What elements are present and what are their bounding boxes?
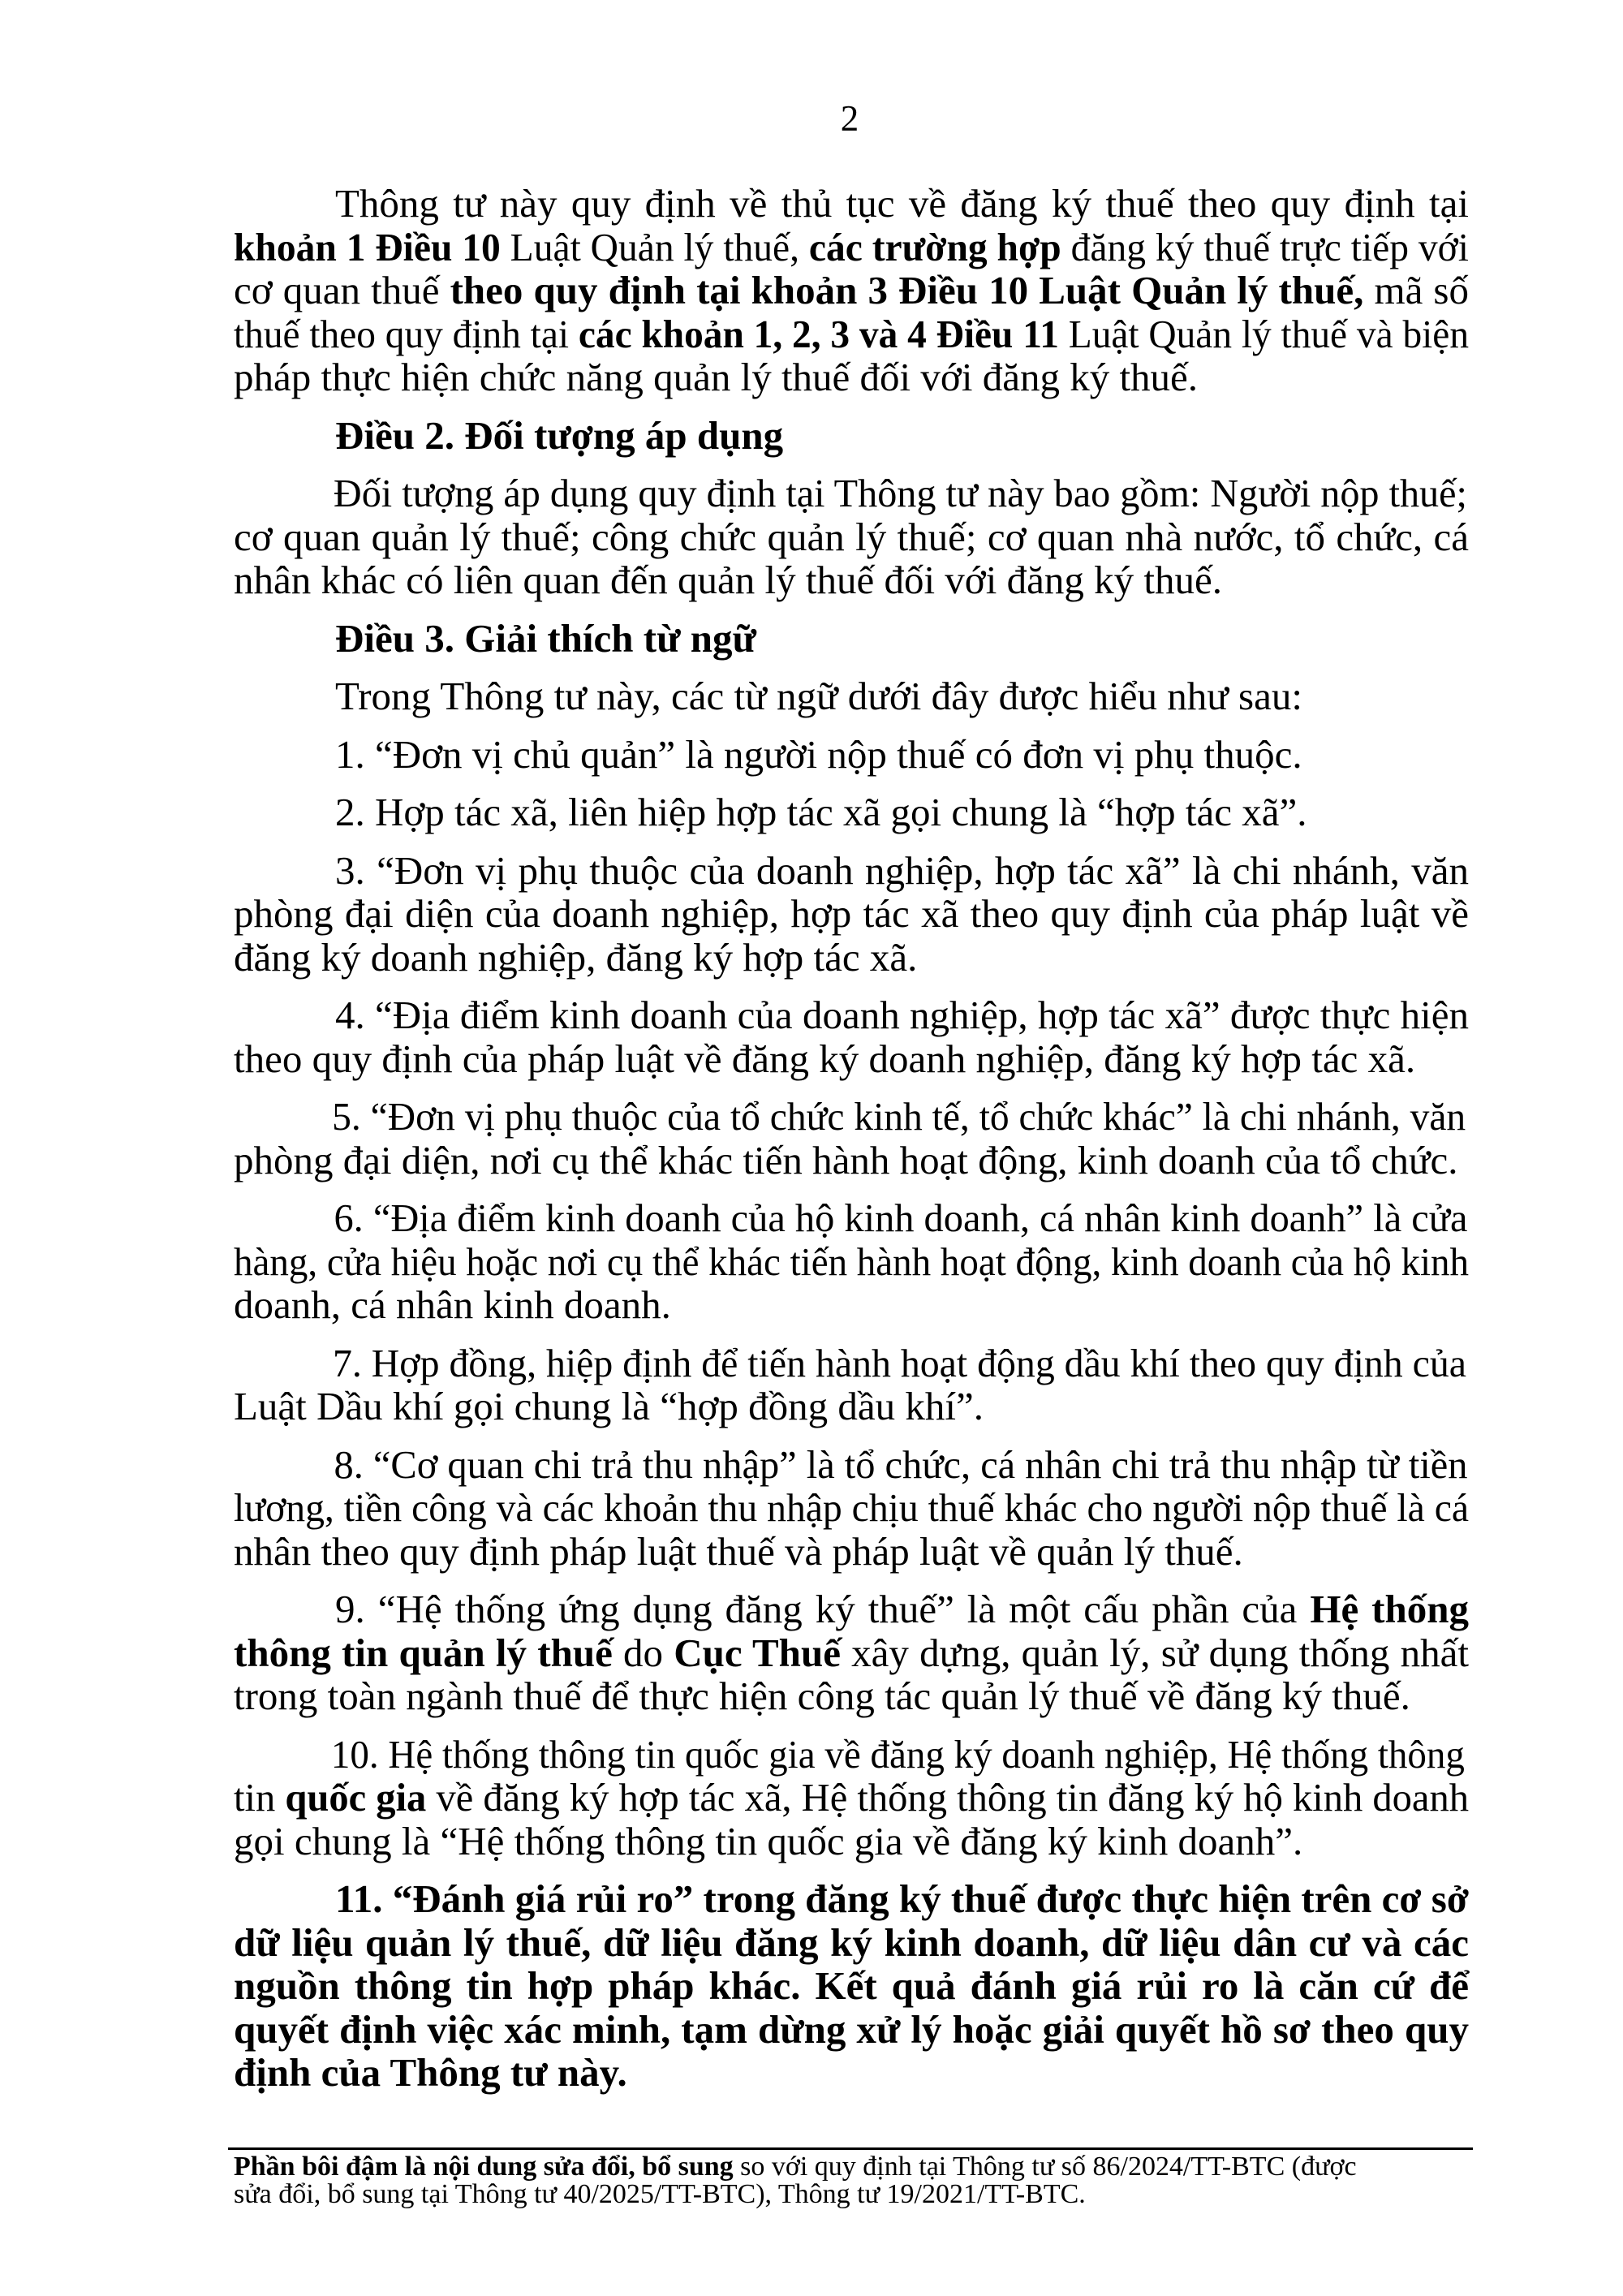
- text-line: [234, 1733, 1566, 1777]
- text-run: Thông tư này quy định về thủ tục về đăng ký thuế theo quy định tại: [335, 181, 1469, 226]
- text-line: [234, 1443, 1569, 1487]
- text-run: 4. “Địa điểm kinh doanh của doanh nghiệp, hợp tác xã” được thực hiện: [335, 993, 1469, 1037]
- bold-text-run: Hệ thống: [1310, 1587, 1469, 1631]
- text-line: [234, 1196, 1569, 1240]
- text-run: 3. “Đơn vị phụ thuộc của doanh nghiệp, hợp tác xã” là chi nhánh, văn: [335, 847, 1469, 893]
- text-run: trong toàn ngành thuế để thực hiện công tác quản lý thuế về đăng ký thuế.: [234, 1674, 1410, 1718]
- paragraph: [234, 733, 1469, 777]
- paragraph: [234, 993, 1469, 1080]
- paragraph: [234, 472, 1469, 602]
- text-line: [234, 2008, 1469, 2052]
- bold-text-run: quyết định việc xác minh, tạm dừng xử lý hoặc giải quyết hồ sơ theo quy: [234, 2006, 1469, 2052]
- text-run: Đối tượng áp dụng quy định tại Thông tư này bao gồm: Người nộp thuế;: [333, 471, 1467, 515]
- bold-text-run: định của Thông tư này.: [234, 2050, 627, 2095]
- text-line: [234, 226, 1469, 269]
- text-line: [234, 1342, 1568, 1385]
- paragraph: [234, 849, 1469, 980]
- paragraph: [234, 182, 1469, 399]
- text-run: 10. Hệ thống thông tin quốc gia về đăng ký doanh nghiệp, Hệ thống thông: [330, 1731, 1465, 1777]
- bold-text-run: khoản 1 Điều 10: [234, 224, 501, 269]
- text-run: thuế theo quy định tại: [234, 311, 579, 356]
- bold-text-run: theo quy định tại khoản 3 Điều 10 Luật Quản lý thuế,: [450, 268, 1364, 312]
- bold-text-run: quốc gia: [285, 1775, 427, 1820]
- paragraph: [234, 1196, 1469, 1327]
- text-line: [234, 1776, 1469, 1820]
- text-line: [234, 1674, 1469, 1718]
- text-run: Luật Quản lý thuế,: [500, 224, 809, 269]
- text-run: cơ quan quản lý thuế; công chức quản lý thuế; cơ quan nhà nước, tổ chức, cá: [234, 514, 1469, 559]
- text-run: lương, tiền công và các khoản thu nhập chịu thuế khác cho người nộp thuế là cá: [234, 1485, 1469, 1530]
- paragraph: [234, 1733, 1469, 1863]
- text-run: Trong Thông tư này, các từ ngữ dưới đây được hiểu như sau:: [335, 674, 1302, 718]
- text-line: [234, 1240, 1469, 1284]
- text-line: [234, 2153, 1469, 2181]
- text-run: nhân khác có liên quan đến quản lý thuế đối với đăng ký thuế.: [234, 558, 1222, 602]
- text-line: [234, 674, 1469, 718]
- text-run: theo quy định của pháp luật về đăng ký doanh nghiệp, đăng ký hợp tác xã.: [234, 1036, 1416, 1081]
- text-line: [234, 1139, 1469, 1182]
- text-line: [234, 1820, 1469, 1863]
- text-run: hàng, cửa hiệu hoặc nơi cụ thể khác tiến hành hoạt động, kinh doanh của hộ kinh: [234, 1238, 1469, 1284]
- text-line: [234, 515, 1469, 559]
- text-line: [234, 936, 1469, 980]
- text-run: 1. “Đơn vị chủ quản” là người nộp thuế có đơn vị phụ thuộc.: [335, 731, 1302, 777]
- text-run: phòng đại diện của doanh nghiệp, hợp tác xã theo quy định của pháp luật về: [234, 891, 1469, 936]
- text-line: [234, 1095, 1567, 1139]
- text-line: [234, 1877, 1570, 1921]
- text-run: cơ quan thuế: [234, 268, 450, 312]
- text-line: [234, 472, 1569, 515]
- text-run: 5. “Đơn vị phụ thuộc của tổ chức kinh tế, tổ chức khác” là chi nhánh, văn: [332, 1094, 1466, 1139]
- text-line: [234, 892, 1469, 936]
- text-line: [234, 617, 1469, 661]
- text-run: do: [612, 1630, 674, 1675]
- text-run: doanh, cá nhân kinh doanh.: [234, 1282, 671, 1327]
- paragraph: [234, 790, 1469, 834]
- footnote: [234, 2153, 1469, 2208]
- text-line: [234, 849, 1469, 893]
- bold-text-run: thông tin quản lý thuế: [234, 1630, 613, 1675]
- text-line: [234, 414, 1469, 458]
- text-line: [234, 2181, 1469, 2208]
- text-run: xây dựng, quản lý, sử dụng thống nhất: [840, 1630, 1469, 1675]
- article-heading: [234, 617, 1469, 661]
- text-run: so với quy định tại Thông tư số 86/2024/TT-BTC (được: [733, 2152, 1357, 2182]
- document-body: [234, 182, 1469, 2095]
- text-run: phòng đại diện, nơi cụ thể khác tiến hành hoạt động, kinh doanh của tổ chức.: [234, 1137, 1458, 1182]
- bold-text-run: dữ liệu quản lý thuế, dữ liệu đăng ký kinh doanh, dữ liệu dân cư và các: [234, 1919, 1469, 1965]
- text-run: đăng ký doanh nghiệp, đăng ký hợp tác xã.: [234, 934, 918, 980]
- paragraph: [234, 1587, 1469, 1718]
- bold-text-run: Điều 3. Giải thích từ ngữ: [335, 615, 756, 661]
- text-line: [234, 993, 1469, 1037]
- text-run: Luật Quản lý thuế và biện: [1058, 311, 1469, 356]
- text-run: mã số: [1363, 268, 1469, 312]
- text-run: nhân theo quy định pháp luật thuế và pháp luật về quản lý thuế.: [234, 1528, 1243, 1574]
- paragraph: [234, 1443, 1469, 1574]
- text-run: 2. Hợp tác xã, liên hiệp hợp tác xã gọi chung là “hợp tác xã”.: [335, 790, 1307, 834]
- bold-text-run: các trường hợp: [808, 224, 1061, 269]
- text-line: [234, 1964, 1469, 2008]
- paragraph: [234, 1877, 1469, 2095]
- text-run: đăng ký thuế trực tiếp với: [1061, 224, 1469, 269]
- text-line: [234, 182, 1469, 226]
- text-line: [234, 269, 1469, 312]
- text-run: về đăng ký hợp tác xã, Hệ thống thông tin đăng ký hộ kinh doanh: [426, 1775, 1469, 1820]
- bold-text-run: nguồn thông tin hợp pháp khác. Kết quả đánh giá rủi ro là căn cứ để: [234, 1963, 1469, 2008]
- bold-text-run: Phần bôi đậm là nội dung sửa đổi, bổ sung: [234, 2152, 734, 2182]
- bold-text-run: 11. “Đánh giá rủi ro” trong đăng ký thuế được thực hiện trên cơ sở: [334, 1876, 1469, 1921]
- text-line: [234, 312, 1469, 356]
- paragraph: [234, 1342, 1469, 1428]
- text-line: [234, 1486, 1469, 1530]
- text-line: [234, 1631, 1469, 1675]
- paragraph: [234, 1095, 1469, 1182]
- text-run: sửa đổi, bổ sung tại Thông tư 40/2025/TT-BTC), Thông tư 19/2021/TT-BTC.: [234, 2179, 1086, 2209]
- text-line: [234, 2051, 1469, 2095]
- text-run: 9. “Hệ thống ứng dụng đăng ký thuế” là một cấu phần của: [335, 1587, 1311, 1631]
- text-line: [234, 1283, 1469, 1327]
- text-run: gọi chung là “Hệ thống thông tin quốc gia về đăng ký kinh doanh”.: [234, 1818, 1303, 1863]
- footnote-separator: [228, 2147, 1473, 2150]
- bold-text-run: Điều 2. Đối tượng áp dụng: [335, 412, 784, 458]
- text-run: tin: [234, 1775, 286, 1820]
- text-line: [234, 1385, 1469, 1428]
- text-line: [234, 733, 1469, 777]
- text-run: 7. Hợp đồng, hiệp định để tiến hành hoạt động dầu khí theo quy định của: [332, 1340, 1466, 1385]
- text-line: [234, 1037, 1469, 1081]
- text-line: [234, 558, 1469, 602]
- text-line: [234, 790, 1469, 834]
- article-heading: [234, 414, 1469, 458]
- bold-text-run: Cục Thuế: [674, 1630, 841, 1675]
- text-line: [234, 1530, 1469, 1574]
- text-line: [234, 355, 1469, 399]
- text-run: 6. “Địa điểm kinh doanh của hộ kinh doanh, cá nhân kinh doanh” là cửa: [334, 1195, 1468, 1240]
- text-run: pháp thực hiện chức năng quản lý thuế đối với đăng ký thuế.: [234, 355, 1199, 399]
- page-number: 2: [840, 98, 859, 139]
- paragraph: [234, 674, 1469, 718]
- bold-text-run: các khoản 1, 2, 3 và 4 Điều 11: [578, 311, 1059, 356]
- text-run: Luật Dầu khí gọi chung là “hợp đồng dầu khí”.: [234, 1384, 984, 1428]
- text-line: [234, 1587, 1469, 1631]
- text-line: [234, 1921, 1469, 1965]
- text-run: 8. “Cơ quan chi trả thu nhập” là tổ chức, cá nhân chi trả thu nhập từ tiền: [334, 1441, 1468, 1487]
